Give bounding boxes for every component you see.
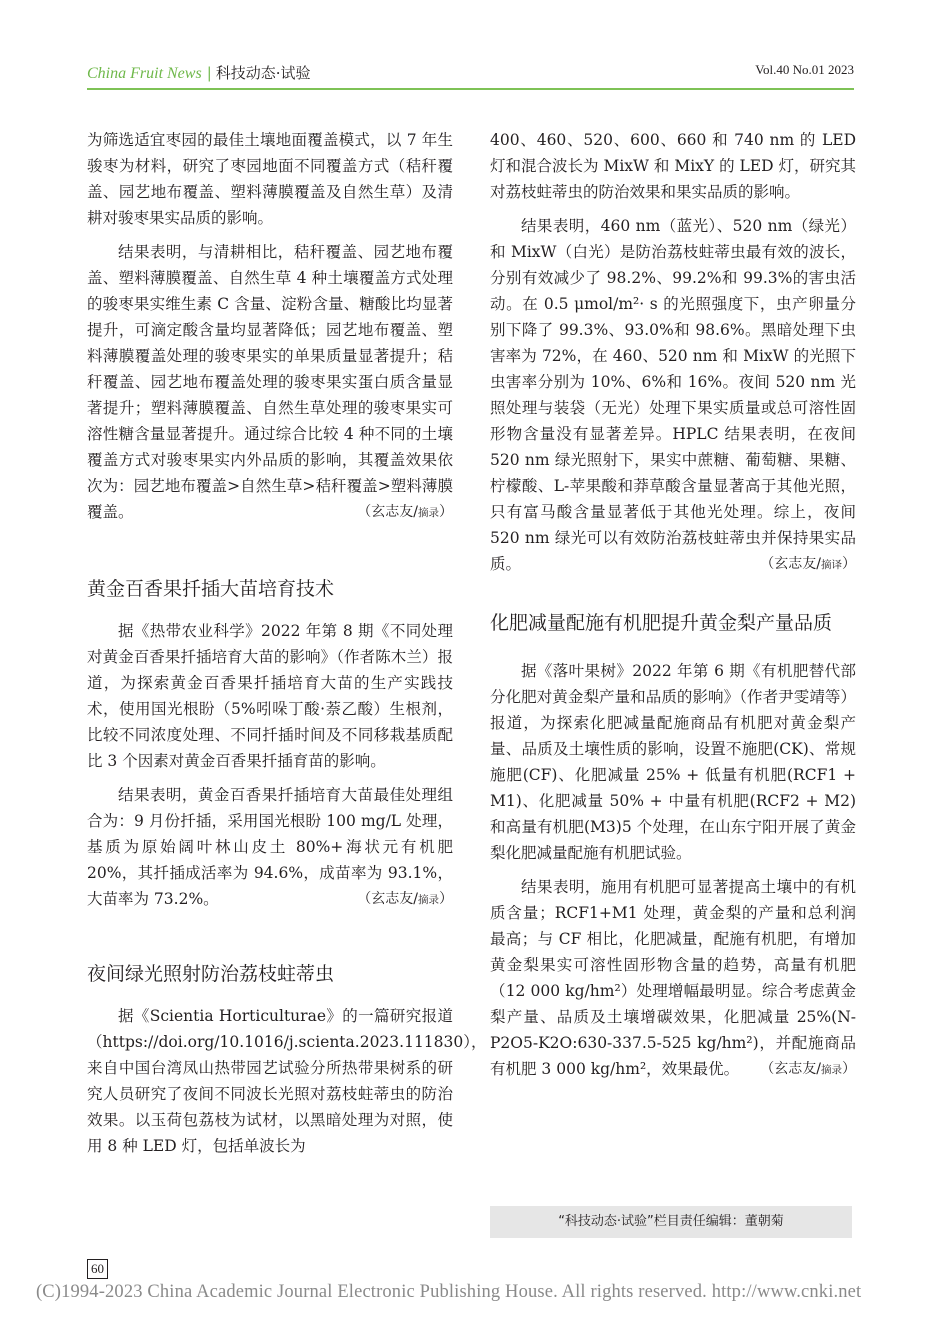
article1-signature: [87, 499, 453, 526]
signature-note: 摘录: [418, 507, 439, 519]
article2-para1: 据《热带农业科学》2022 年第 8 期《不同处理对黄金百香果扦插培育大苗的影响》（作者陈木兰）报道，为探索黄金百香果扦插培育大苗的生产实践技术，使用国光根盼（5%吲哚丁酸·萘乙酸）生根剂，比较不同浓度处理、不同扦插时间及不同移栽基质配比 3 个因素对黄金百香果扦插育苗的影响。: [87, 622, 453, 770]
signature-close: ）: [439, 504, 453, 520]
left-column: [87, 127, 487, 1159]
article3-title: 夜间绿光照射防治荔枝蛀蒂虫: [87, 963, 335, 985]
article3-results: 结果表明，460 nm（蓝光）、520 nm（绿光）和 MixW（白光）是防治荔枝蛀蒂虫最有效的波长，分别有效减少了 98.2%、99.2%和 99.3%的害虫活动。在 0.5 μmol/m²· s 的光照强度下，虫产卵量分别下降了 99.3%、93.0%和 98.6%。黑暗处理下虫害率为 72%，在 460、520 nm 和 MixW 的光照下虫害率分别为 10%、6%和 16%。夜间 520 nm 光照处理与装袋（无光）处理下果实质量或总可溶性固形物含量没有显著差异。HPLC 结果表明，在夜间 520 nm 绿光照射下，果实中蔗糖、葡萄糖、果糖、柠檬酸、L-苹果酸和莽草酸含量显著高于其他光照，只有富马酸含量显著低于其他光处理。综上，夜间 520 nm 绿光可以有效防治荔枝蛀蒂虫并保持果实品质。: [490, 217, 856, 573]
volume-info: Vol.40 No.01 2023: [755, 62, 854, 77]
article2-title: 黄金百香果扦插大苗培育技术: [87, 578, 335, 600]
header-separator: |: [206, 64, 212, 82]
signature-note: 摘译: [821, 559, 842, 571]
running-header: [87, 62, 854, 84]
right-column: [490, 127, 856, 1083]
article3-signature: [490, 551, 856, 578]
copyright-notice: (C)1994-2023 China Academic Journal Electronic Publishing House. All rights reserved. http://www.cnki.net: [36, 1282, 862, 1302]
signature-close: ）: [842, 1061, 856, 1077]
article4-title: 化肥减量配施有机肥提升黄金梨产量品质: [490, 612, 833, 634]
article4-para1: 据《落叶果树》2022 年第 6 期《有机肥替代部分化肥对黄金梨产量和品质的影响》（作者尹雯靖等）报道，为探索化肥减量配施商品有机肥对黄金梨产量、品质及土壤性质的影响，设置不施肥(CK)、常规施肥(CF)、化肥减量 25% + 低量有机肥(RCF1 + M1)、化肥减量 50% + 中量有机肥(RCF2 + M2)和高量有机肥(M3)5 个处理，在山东宁阳开展了黄金梨化肥减量配施有机肥试验。: [490, 662, 856, 862]
signature-note: 摘录: [821, 1064, 842, 1076]
article4-para2: 结果表明，施用有机肥可显著提高土壤中的有机质含量；RCF1+M1 处理，黄金梨的产量和总利润最高；与 CF 相比，化肥减量，配施有机肥，有增加黄金梨果实可溶性固形物含量的趋势，高量有机肥（12 000 kg/hm²）处理增幅最明显。综合考虑黄金梨产量、品质及土壤增碳效果，化肥减量 25%(N-P2O5-K2O:630-337.5-525 kg/hm²)，并配施商品有机肥 3 000 kg/hm²，效果最优。: [490, 878, 856, 1078]
article1-results: 结果表明，与清耕相比，秸秆覆盖、园艺地布覆盖、塑料薄膜覆盖、自然生草 4 种土壤覆盖方式处理的骏枣果实维生素 C 含量、淀粉含量、糖酸比均显著提升，可滴定酸含量均显著降低；园艺地布覆盖、塑料薄膜覆盖处理的骏枣果实的单果质量显著提升；秸秆覆盖、园艺地布覆盖处理的骏枣果实蛋白质含量显著提升；塑料薄膜覆盖、自然生草处理的骏枣果实可溶性糖含量显著提升。通过综合比较 4 种不同的土壤覆盖方式对骏枣果实内外品质的影响，其覆盖效果依次为：园艺地布覆盖>自然生草>秸秆覆盖>塑料薄膜覆盖。: [87, 243, 453, 521]
signature-name: （玄志友/: [357, 891, 418, 907]
signature-name: （玄志友/: [760, 1061, 821, 1077]
section-name: 科技动态·试验: [215, 64, 311, 82]
article2-para2: 结果表明，黄金百香果扦插培育大苗最佳处理组合为：9 月份扦插，采用国光根盼 100 mg/L 处理，基质为原始阔叶林山皮土 80%+海状元有机肥 20%，其扦插成活率为 94.6%，成苗率为 93.1%，大苗率为 73.2%。: [87, 786, 453, 908]
signature-name: （玄志友/: [357, 504, 418, 520]
article1-intro: 为筛选适宜枣园的最佳土壤地面覆盖模式，以 7 年生骏枣为材料，研究了枣园地面不同覆盖方式（秸秆覆盖、园艺地布覆盖、塑料薄膜覆盖及自然生草）及清耕对骏枣果实品质的影响。: [87, 131, 453, 227]
signature-name: （玄志友/: [760, 556, 821, 572]
signature-note: 摘录: [418, 894, 439, 906]
journal-name: China Fruit News: [87, 65, 202, 82]
signature-close: ）: [842, 556, 856, 572]
header-rule: [87, 88, 854, 90]
article3-para1: 据《Scientia Horticulturae》的一篇研究报道（https://doi.org/10.1016/j.scienta.2023.111830），来自中国台湾凤山热带园艺试验分所热带果树系的研究人员研究了夜间不同波长光照对荔枝蛀蒂虫的防治效果。以玉荷包荔枝为试材，以黑暗处理为对照，使用 8 种 LED 灯，包括单波长为: [87, 1007, 487, 1155]
page-number: 60: [87, 1259, 108, 1279]
article3-continuation: 400、460、520、600、660 和 740 nm 的 LED 灯和混合波长为 MixW 和 MixY 的 LED 灯，研究其对荔枝蛀蒂虫的防治效果和果实品质的影响。: [490, 131, 856, 201]
signature-close: ）: [439, 891, 453, 907]
editor-note: “科技动态·试验”栏目责任编辑：董朝菊: [490, 1206, 852, 1238]
